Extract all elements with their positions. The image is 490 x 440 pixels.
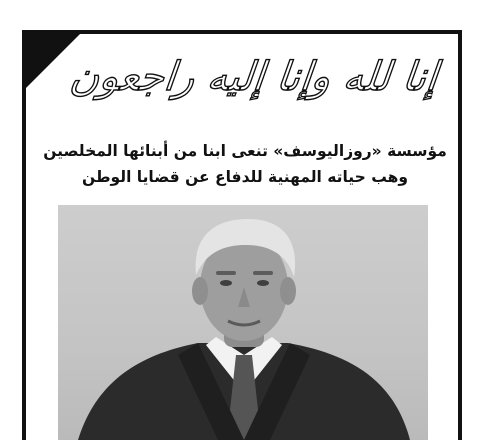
statement-line-1: مؤسسة «روزاليوسف» تنعى ابنا من أبنائها المخلصين <box>43 142 447 160</box>
quran-verse-calligraphy <box>67 36 440 118</box>
calligraphy-text: إنا لله وإنا إليه راجعون <box>67 54 440 100</box>
obituary-statement <box>40 138 450 190</box>
portrait-photo <box>58 205 428 440</box>
statement-line-2: وهب حياته المهنية للدفاع عن قضايا الوطن <box>82 168 408 186</box>
